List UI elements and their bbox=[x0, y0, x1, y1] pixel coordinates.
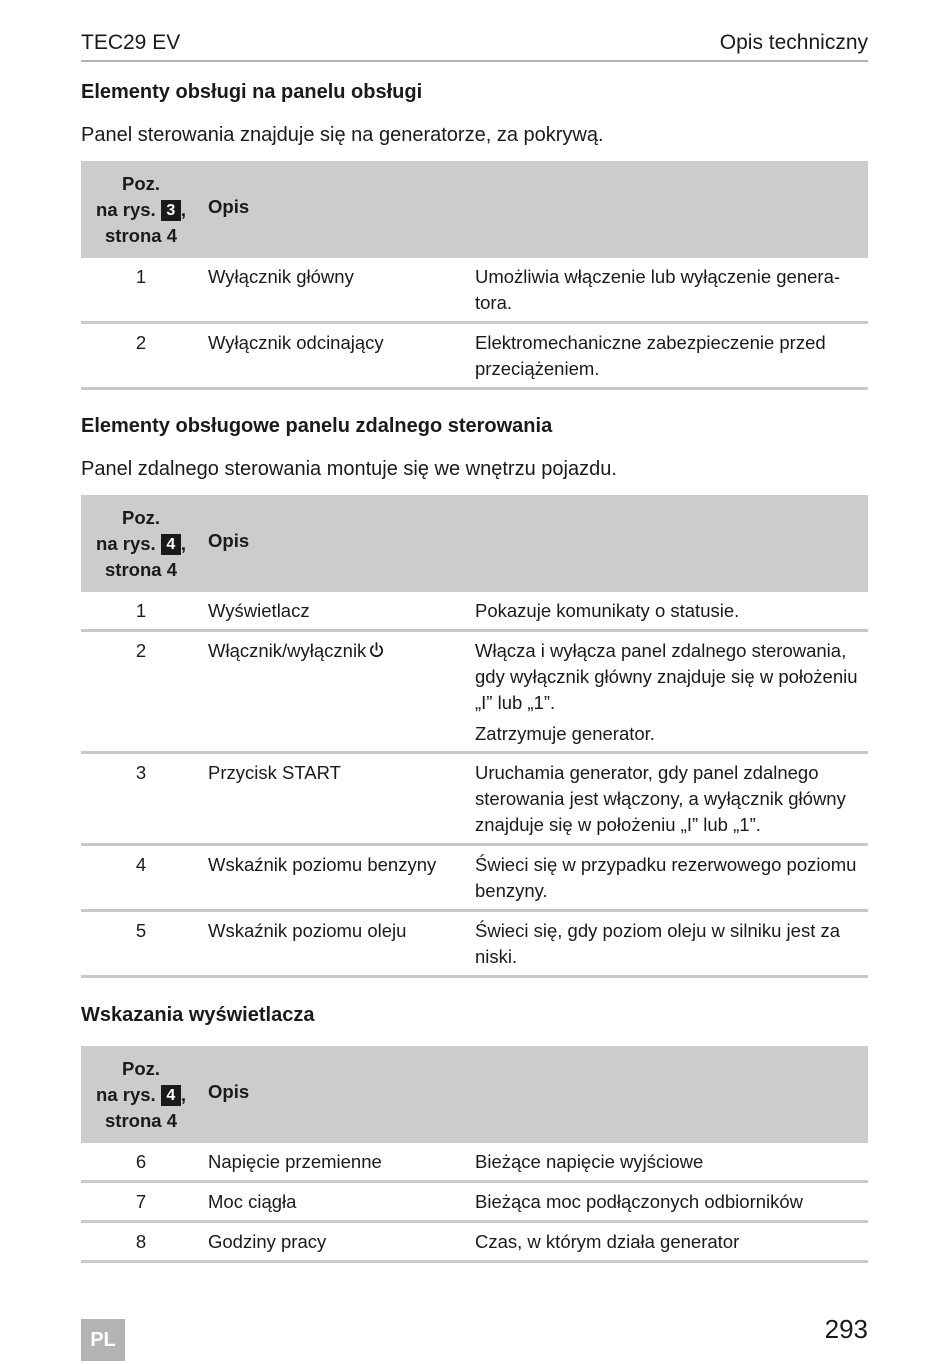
table-row: 7 Moc ciągła Bieżąca moc podłączonych odbiorników bbox=[81, 1183, 868, 1223]
table-row: 6 Napięcie przemienne Bieżące napięcie wyjściowe bbox=[81, 1143, 868, 1183]
opis-header: Opis bbox=[208, 530, 250, 551]
poz-header: Poz. na rys. 4 , strona 4 bbox=[96, 1058, 186, 1131]
section1-table bbox=[81, 161, 868, 390]
section2-heading: Elementy obsługowe panelu zdalnego sterowania bbox=[81, 415, 553, 437]
poz-header: Poz. na rys. 4 , strona 4 bbox=[96, 507, 186, 580]
document-title: TEC29 EV bbox=[81, 31, 181, 54]
table-row: 1 Wyłącznik główny Umożliwia włączenie lub wyłączenie genera-tora. bbox=[81, 258, 868, 324]
table-header bbox=[81, 1046, 868, 1143]
figure-badge: 3 bbox=[161, 200, 181, 221]
poz-header: Poz. na rys. 3 , strona 4 bbox=[96, 173, 186, 246]
table-row: 3 Przycisk START Uruchamia generator, gdy panel zdalnego sterowania jest włączony, a wyłącznik główny znajduje się w położeniu „I” lub „1”. bbox=[81, 754, 868, 846]
section-title: Opis techniczny bbox=[719, 31, 868, 54]
table-row: 2 Włącznik/wyłącznik Włącza i wyłącza panel zdalnego sterowania, gdy wyłącznik główny znajduje się w położeniu „I” lub „1”. Zatrzymuje generator. bbox=[81, 632, 868, 754]
section1-heading: Elementy obsługi na panelu obsługi bbox=[81, 81, 423, 103]
table-row: 2 Wyłącznik odcinający Elektromechaniczne zabezpieczenie przed przeciążeniem. bbox=[81, 324, 868, 390]
language-badge: PL bbox=[81, 1319, 125, 1361]
figure-badge: 4 bbox=[161, 1085, 181, 1106]
section2-table bbox=[81, 495, 868, 978]
page-number: 293 bbox=[824, 1314, 868, 1344]
section2-intro: Panel zdalnego sterowania montuje się we wnętrzu pojazdu. bbox=[81, 458, 617, 480]
opis-header: Opis bbox=[208, 196, 250, 217]
table-row: 5 Wskaźnik poziomu oleju Świeci się, gdy poziom oleju w silniku jest za niski. bbox=[81, 912, 868, 978]
page-header bbox=[81, 30, 868, 62]
section1-intro: Panel sterowania znajduje się na generatorze, za pokrywą. bbox=[81, 124, 604, 146]
table-header bbox=[81, 495, 868, 592]
figure-badge: 4 bbox=[161, 534, 181, 555]
section3-table bbox=[81, 1046, 868, 1263]
section3-heading: Wskazania wyświetlacza bbox=[81, 1004, 315, 1026]
opis-header: Opis bbox=[208, 1081, 250, 1102]
power-icon bbox=[369, 639, 384, 655]
table-row: 4 Wskaźnik poziomu benzyny Świeci się w przypadku rezerwowego poziomu benzyny. bbox=[81, 846, 868, 912]
table-header bbox=[81, 161, 868, 258]
table-row: 1 Wyświetlacz Pokazuje komunikaty o statusie. bbox=[81, 592, 868, 632]
table-row: 8 Godziny pracy Czas, w którym działa generator bbox=[81, 1223, 868, 1263]
